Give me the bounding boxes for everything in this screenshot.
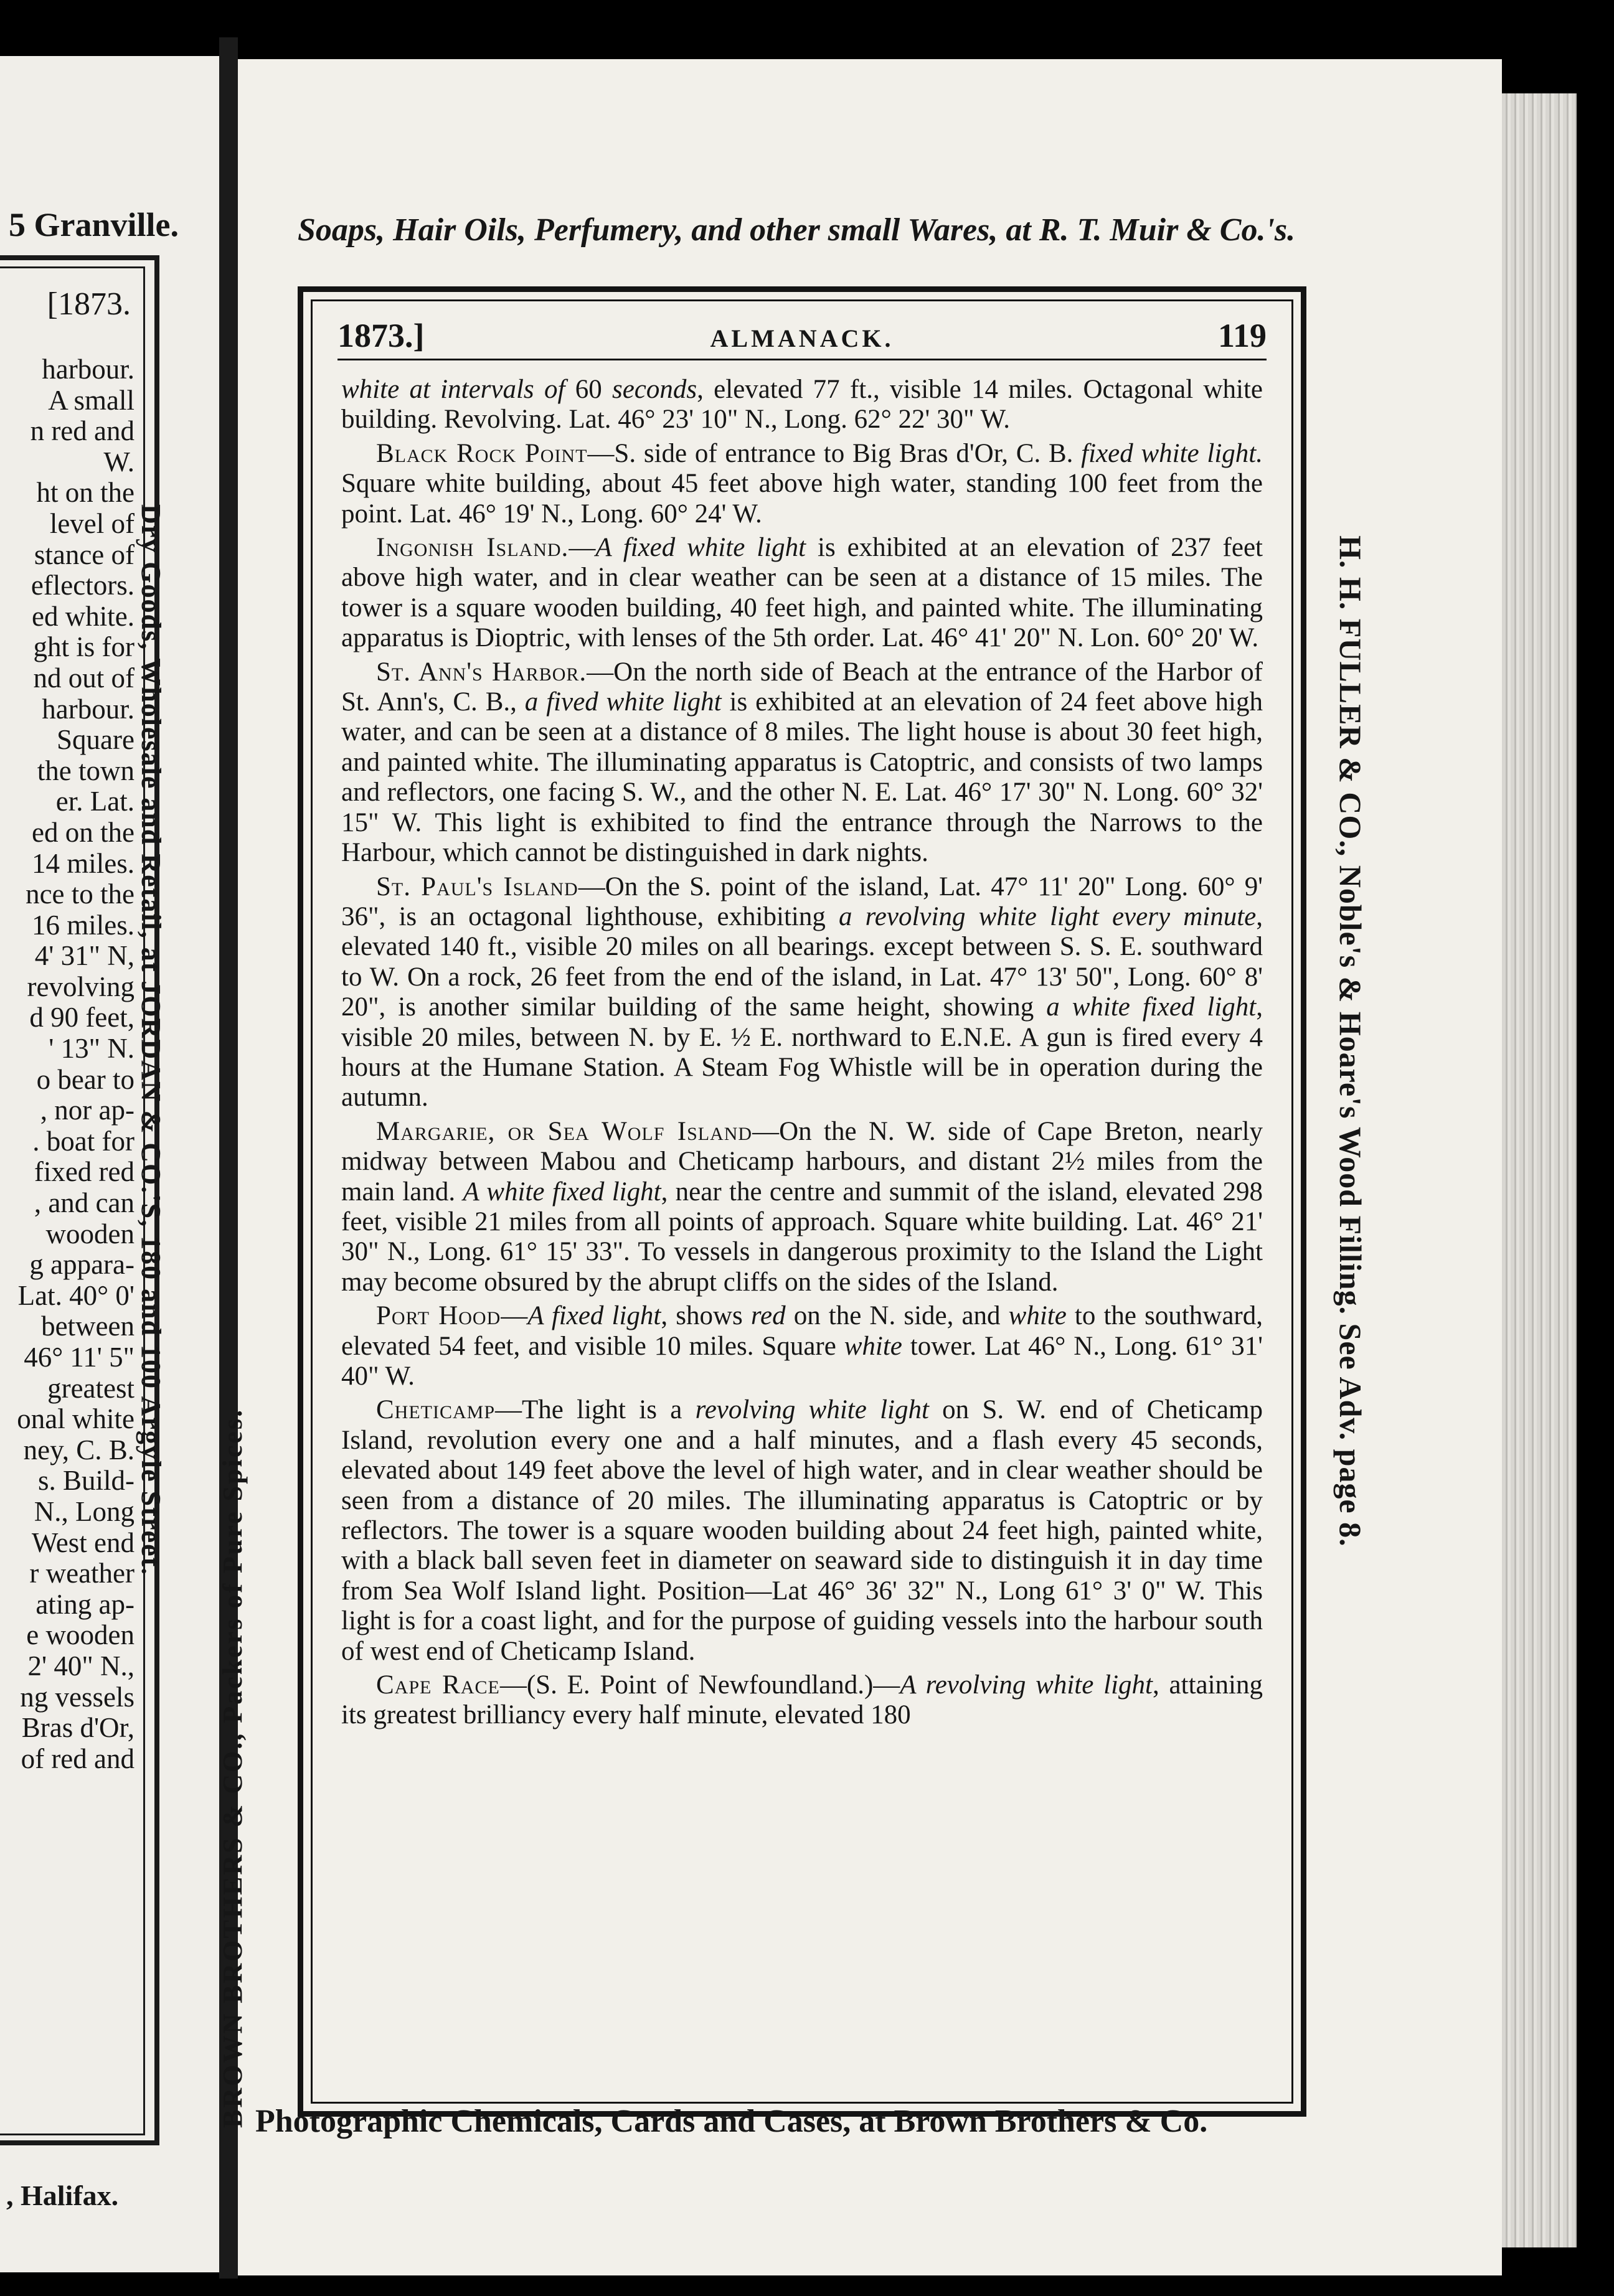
lighthouse-entry: [341, 1395, 1263, 1667]
running-foot-advert: Photographic Chemicals, Cards and Cases, at Brown Brothers & Co.: [255, 2104, 1208, 2139]
almanack-body: [341, 375, 1263, 1734]
left-page-line: greatest: [47, 1372, 134, 1404]
left-page-line: ' 13" N.: [49, 1033, 134, 1065]
left-page-line: s. Build-: [37, 1465, 134, 1497]
left-page-line: , and can: [34, 1187, 134, 1219]
left-page-line: N., Long: [34, 1495, 134, 1527]
left-margin-vertical-advert: BROWN BROTHERS & CO., Packers of Pure Spices.: [217, 1408, 248, 2128]
left-page-line: nd out of: [33, 662, 134, 694]
entry-text: —: [501, 1301, 528, 1331]
header-year: 1873.]: [337, 317, 425, 354]
entry-text-italic: seconds: [611, 375, 697, 404]
left-page-line: Square: [57, 724, 134, 756]
entry-name: Ingonish Island.: [376, 533, 569, 563]
left-page-line: nce to the: [26, 878, 134, 910]
left-page-vertical-advert: Dry Goods, Wholesale and Retail, at JORDAN & CO.'S, 180 and 100 Argyle Street.: [136, 504, 166, 1576]
entry-text: 60: [565, 375, 612, 404]
left-page-frame-inner: [0, 266, 145, 2135]
left-page-line: onal white: [17, 1403, 134, 1435]
left-page-line: Bras d'Or,: [21, 1712, 134, 1744]
entry-text-italic: fixed white light.: [1081, 438, 1263, 468]
left-page-line: level of: [49, 507, 134, 539]
entry-text-italic: a white fixed light: [1046, 992, 1257, 1022]
left-page-line: ht on the: [36, 477, 134, 509]
entry-text: —On the N. W. side of Cape Breton, nearly midway between Mabou and Cheticamp harbours, and distant 2½ miles from the main land.: [341, 1116, 1263, 1207]
entry-text-italic: red: [750, 1301, 786, 1331]
entry-text-italic: white: [844, 1331, 902, 1361]
left-page-line: g appara-: [29, 1249, 134, 1281]
left-page-line: fixed red: [34, 1156, 134, 1188]
left-page-line: ng vessels: [20, 1681, 134, 1713]
left-page-line: d 90 feet,: [29, 1002, 134, 1033]
entry-text: , visible 20 miles, between N. by E. ½ E. northward to E.N.E. A gun is fired every 4 hours at the Humane Station. A Steam Fog Whistle will be in operation during the autumn.: [341, 992, 1263, 1113]
entry-name: St. Paul's Island: [376, 872, 578, 901]
entry-text-italic: A white fixed light: [463, 1177, 661, 1207]
lighthouse-entry: [341, 1117, 1263, 1297]
entry-text: tower. Lat 46° N., Long. 61° 31' 40" W.: [341, 1331, 1263, 1391]
left-page-line: revolving: [27, 971, 134, 1002]
entry-name: Margarie, or Sea Wolf Island: [376, 1116, 753, 1146]
left-page-line: n red and: [30, 415, 134, 447]
left-page-line: 14 miles.: [32, 847, 134, 879]
entry-text: on the N. side, and: [785, 1301, 1009, 1331]
left-page-line: W.: [103, 446, 134, 478]
entry-name: Cape Race: [376, 1670, 500, 1700]
entry-text: —(S. E. Point of Newfoundland.)—: [499, 1670, 900, 1700]
entry-text: —S. side of entrance to Big Bras d'Or, C. B.: [587, 438, 1082, 468]
left-page: [0, 56, 219, 2272]
left-page-line: A small: [48, 384, 134, 416]
entry-text: , elevated 77 ft., visible 14 miles. Octagonal white building. Revolving. Lat. 46° 23' 10" N., Long. 62° 22' 30" W.: [341, 375, 1263, 435]
entry-name: Cheticamp: [376, 1395, 496, 1425]
left-page-line: 2' 40" N.,: [27, 1650, 134, 1682]
left-page-top-fragment: 5 Granville.: [9, 206, 179, 243]
left-page-line: 4' 31" N,: [34, 940, 134, 972]
entry-text: —On the north side of Beach at the entrance of the Harbor of St. Ann's, C. B.,: [341, 657, 1263, 717]
text-frame-inner: [311, 299, 1293, 2104]
entry-text-italic: white at intervals of: [341, 375, 565, 404]
left-page-line: ney, C. B.: [23, 1434, 134, 1466]
right-margin-vertical-advert: H. H. FULLER & CO., Noble's & Hoare's Wood Filling. See Adv. page 8.: [1333, 535, 1368, 1547]
left-page-line: stance of: [34, 539, 134, 570]
entry-text: , near the centre and summit of the island, elevated 298 feet, visible 21 miles from all points of approach. Square white building. Lat. 46° 21' 30" N., Long. 61° 15' 33". To vessels in dangerous proximity to the Island the Light may become obsured by the abrupt cliffs on the sides of the Island.: [341, 1177, 1263, 1297]
left-page-bottom-fragment: , Halifax.: [6, 2180, 119, 2211]
entry-text: is exhibited at an elevation of 24 feet above high water, and can be seen at a distance of 8 miles. The light house is about 30 feet high, and painted white. The illuminating apparatus is Catoptric, and consists of two lamps and reflectors, one facing S. W., and the other N. E. Lat. 46° 17' 30" N. Long. 60° 32' 15" W. This light is exhibited to find the entrance through the Narrows to the Harbour, which cannot be distinguished in dark nights.: [341, 687, 1263, 868]
entry-text-italic: A revolving white light: [900, 1670, 1153, 1700]
left-page-line: e wooden: [26, 1619, 134, 1651]
entry-text: —: [569, 533, 596, 563]
text-frame: [298, 286, 1306, 2117]
entry-text: —On the S. point of the island, Lat. 47° 11' 20" Long. 60° 9' 36", is an octagonal lighthouse, exhibiting: [341, 872, 1263, 931]
left-page-line: the town: [37, 755, 134, 786]
left-page-line: 16 miles.: [32, 909, 134, 941]
header-title: ALMANACK.: [710, 324, 894, 352]
entry-text: —The light is a: [495, 1395, 696, 1425]
entry-text-italic: white: [1008, 1301, 1067, 1331]
lighthouse-entry: [341, 657, 1263, 868]
entry-text: , attaining its greatest brilliancy every half minute, elevated 180: [341, 1670, 1263, 1730]
left-page-line: West end: [31, 1527, 134, 1558]
page-header: [337, 308, 1267, 360]
left-page-text-column: [0, 354, 134, 1774]
entry-text-italic: a fived white light: [524, 687, 722, 717]
left-page-line: er. Lat.: [55, 786, 134, 817]
lighthouse-entry: [341, 1301, 1263, 1391]
running-head-advert: Soaps, Hair Oils, Perfumery, and other small Wares, at R. T. Muir & Co.'s.: [298, 212, 1296, 248]
page-number: 119: [1217, 317, 1267, 354]
left-page-line: r weather: [29, 1558, 134, 1589]
left-page-line: ght is for: [33, 631, 134, 663]
left-page-line: between: [41, 1310, 134, 1342]
entry-text-italic: A fixed white light: [595, 533, 806, 563]
entry-name: Black Rock Point: [376, 438, 588, 468]
left-page-line: . boat for: [32, 1125, 134, 1157]
entry-text: , elevated 140 ft., visible 20 miles on all bearings. except between S. S. E. southward to W. On a rock, 26 feet from the end of the island, in Lat. 47° 13' 50", Long. 60° 8' 20", is another similar building of the same height, showing: [341, 901, 1263, 1022]
entry-text: Square white building, about 45 feet above high water, standing 100 feet from the point. Lat. 46° 19' N., Long. 60° 24' W.: [341, 469, 1263, 529]
entry-text-italic: revolving white light: [695, 1395, 929, 1425]
entry-text-italic: A fixed light: [527, 1301, 661, 1331]
entry-text: , shows: [661, 1301, 751, 1331]
lighthouse-entry: [341, 533, 1263, 654]
lighthouse-entry: [341, 1670, 1263, 1731]
left-page-line: ed on the: [32, 816, 134, 848]
left-page-line: , nor ap-: [40, 1094, 134, 1126]
entry-text: on S. W. end of Cheticamp Island, revolution every one and a half minutes, and a flash every 45 seconds, elevated about 149 feet above the level of high water, and in clear weather should be seen from a distance of 20 miles. The illuminating apparatus is Catoptric or by reflectors. The tower is a square wooden building about 24 feet high, painted white, with a black ball seven feet in diameter on seaward side to distinguish it in day time from Sea Wolf Island light. Position—Lat 46° 36' 32" N., Long 61° 3' 0" W. This light is for a coast light, and for the purpose of guiding vessels into the harbour south of west end of Cheticamp Island.: [341, 1395, 1263, 1666]
lighthouse-entry: [341, 375, 1263, 435]
entry-name: St. Ann's Harbor.: [376, 657, 587, 687]
left-page-line: ating ap-: [35, 1588, 134, 1620]
entry-text: to the southward, elevated 54 feet, and visible 10 miles. Square: [341, 1301, 1263, 1361]
lighthouse-entry: [341, 439, 1263, 529]
left-page-line: Lat. 40° 0': [17, 1279, 134, 1311]
left-page-line: eflectors.: [31, 570, 134, 601]
left-page-line: harbour.: [42, 354, 134, 385]
left-page-line: wooden: [45, 1218, 134, 1249]
left-page-line: ed white.: [32, 600, 134, 632]
left-page-year: [1873.: [47, 286, 131, 322]
entry-text-italic: a revolving white light every minute: [839, 901, 1257, 931]
page-edges: [1502, 93, 1577, 2247]
entry-name: Port Hood: [376, 1301, 501, 1331]
entry-text: is exhibited at an elevation of 237 feet above high water, and in clear weather can be seen at a distance of 15 miles. The tower is a square wooden building, 40 feet high, and painted white. The illuminating apparatus is Dioptric, with lenses of the 5th order. Lat. 46° 41' 20" N. Lon. 60° 20' W.: [341, 533, 1263, 653]
lighthouse-entry: [341, 872, 1263, 1113]
left-page-line: o bear to: [36, 1063, 134, 1095]
left-page-line: harbour.: [42, 693, 134, 725]
left-page-line: 46° 11' 5": [24, 1342, 134, 1373]
left-page-line: of red and: [21, 1743, 134, 1774]
